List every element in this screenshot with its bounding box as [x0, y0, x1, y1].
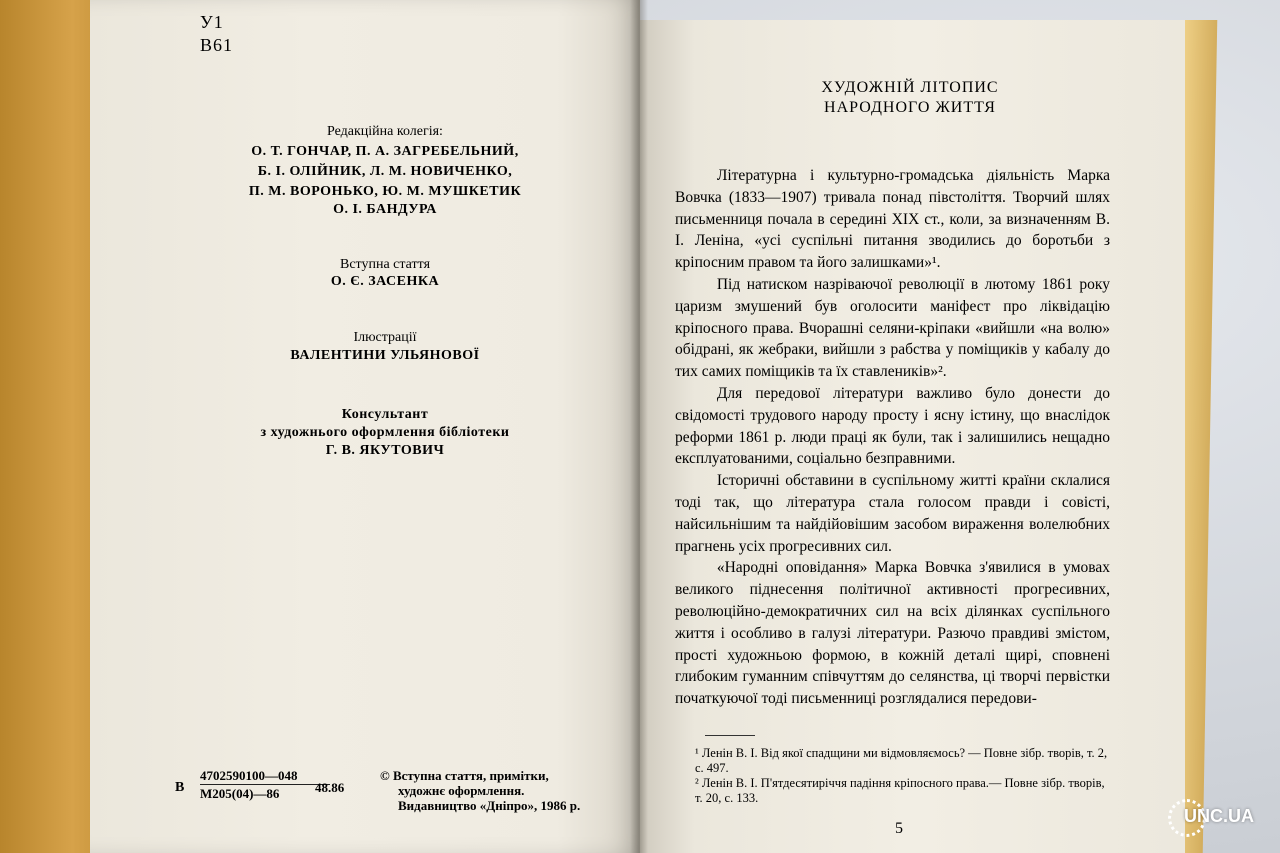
illustrations-author: ВАЛЕНТИНИ УЛЬЯНОВОЇ — [290, 348, 480, 363]
imprint-letter: В — [175, 780, 185, 795]
copyright-line: художнє оформлення. — [398, 783, 525, 798]
consultant-detail: з художнього оформлення бібліотеки — [260, 425, 510, 440]
editorial-board-line: О. І. БАНДУРА — [333, 202, 437, 217]
copyright-line: © Вступна стаття, примітки, — [380, 768, 549, 783]
editorial-board-title: Редакційна колегія: — [327, 124, 443, 139]
book-gutter — [630, 0, 648, 853]
copyright-notice — [380, 768, 640, 813]
imprint-denominator: М205(04)—86 — [200, 786, 280, 801]
editorial-board-line: Б. І. ОЛІЙНИК, Л. М. НОВИЧЕНКО, — [257, 164, 513, 179]
copyright-line: Видавництво «Дніпро», 1986 р. — [398, 798, 581, 813]
chapter-heading-line1: ХУДОЖНІЙ ЛІТОПИС — [821, 79, 999, 96]
body-text — [675, 165, 1110, 710]
footnote: ² Ленін В. І. П'ятдесятиріччя падіння кріпосного права.— Повне зібр. творів, т. 20, с. 133. — [695, 776, 1105, 805]
imprint-price: 48.86 — [315, 780, 345, 795]
watermark — [1168, 797, 1278, 841]
illustrations-label: Ілюстрації — [353, 330, 417, 345]
paragraph: Літературна і культурно-громадська діяльність Марка Вовчка (1833—1907) тривала понад півстоліття. Творчий шлях письменниця почала в середині XIX ст., коли, за визначенням В. І. Леніна, «усі суспільні питання зводились до боротьби з кріпосним правом та його залишками»¹. — [675, 167, 1110, 272]
paragraph: «Народні оповідання» Марка Вовчка з'явилися в умовах великого піднесення політичної активності прогресивних, революційно-демократичних сил на всіх ділянках суспільного життя і особливо в галузі літератури. Разючо правдиві змістом, прості художньою формою, в кожній деталі щирі, сповнені глибоким гуманним співчуттям до селянства, ці творчі первістки початкуючої тоді письменниці розглядалися передови- — [675, 559, 1110, 708]
page-number: 5 — [895, 820, 903, 837]
chapter-heading-line2: НАРОДНОГО ЖИТТЯ — [824, 99, 996, 116]
consultant-name: Г. В. ЯКУТОВИЧ — [325, 443, 445, 458]
paragraph: Для передової літератури важливо було донести до свідомості трудового народу просту і ясну істину, що внаслідок реформи 1861 р. люди праці як були, так і залишились нещадно експлуатованими, соціально безправними. — [675, 384, 1110, 468]
editorial-board-line: П. М. ВОРОНЬКО, Ю. М. МУШКЕТИК — [248, 184, 522, 199]
imprint-index — [200, 768, 330, 801]
footnotes — [695, 746, 1115, 806]
consultant-label: Консультант — [341, 407, 429, 422]
footnote-divider — [705, 735, 755, 736]
footnote: ¹ Ленін В. І. Від якої спадщини ми відмовляємось? — Повне зібр. творів, т. 2, с. 497. — [695, 746, 1108, 775]
watermark-text: UNC.UA — [1184, 806, 1254, 826]
paragraph: Під натиском назріваючої революції в лютому 1861 року царизм змушений був оголосити маніфест про ліквідацію кріпосного права. Вчорашні селяни-кріпаки «вийшли «на волю» обідрані, як жебраки, вийшли з рабства у поміщиків у кабалу до тих самих поміщиків та їх ставлеників»². — [675, 275, 1110, 381]
classification-code-1: У1 — [200, 12, 224, 32]
imprint-numerator: 4702590100—048 — [200, 768, 330, 785]
intro-label: Вступна стаття — [339, 257, 431, 272]
paragraph: Історичні обставини в суспільному житті країни склалися тоді так, що література стала голосом правди і совісті, найсильнішим та найдійовішим засобом вираження волелюбних прагнень усіх прогресивних сил. — [675, 472, 1110, 555]
classification-code-2: В61 — [200, 35, 234, 55]
intro-author: О. Є. ЗАСЕНКА — [330, 274, 440, 289]
editorial-board-line: О. Т. ГОНЧАР, П. А. ЗАГРЕБЕЛЬНИЙ, — [251, 144, 519, 159]
